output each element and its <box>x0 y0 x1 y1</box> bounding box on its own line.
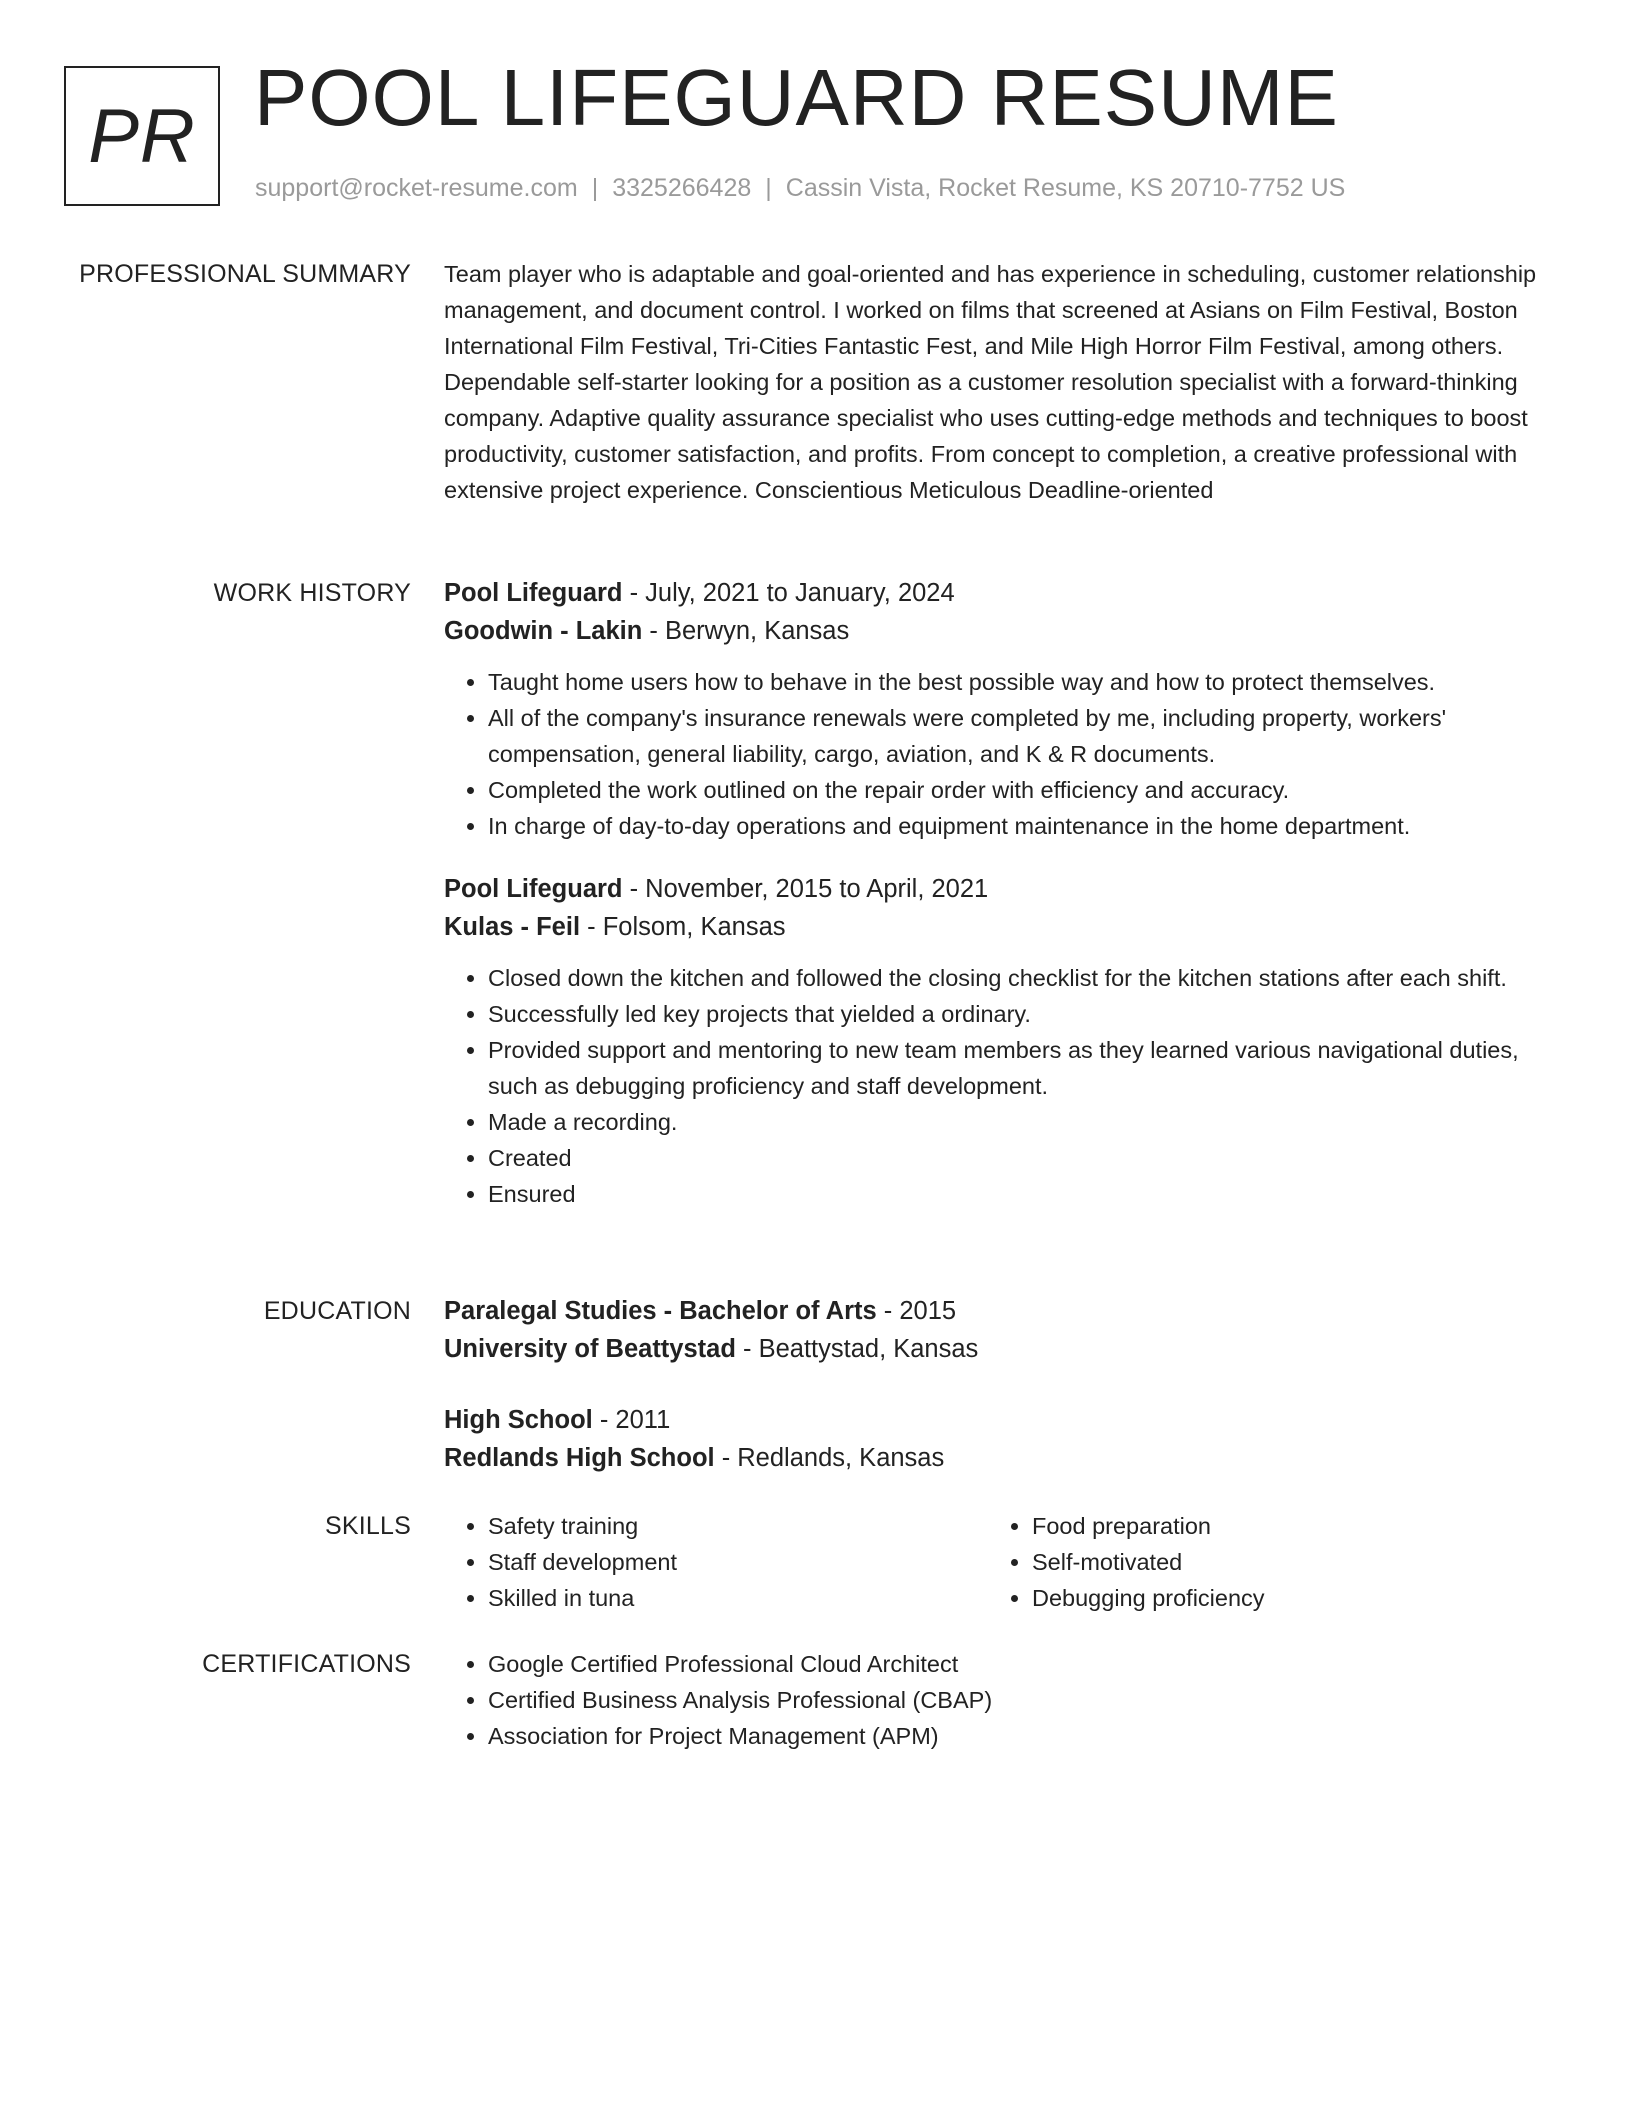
degree: High School <box>444 1406 593 1434</box>
list-item: • Made a recording. <box>488 1104 1560 1140</box>
list-item: • Completed the work outlined on the repair order with efficiency and accuracy. <box>488 772 1560 808</box>
skills-grid <box>444 1508 1560 1616</box>
certification-item: • Association for Project Management (APM) <box>488 1718 1560 1754</box>
school-name: University of Beattystad <box>444 1335 736 1363</box>
contact-phone: 3325266428 <box>612 174 752 202</box>
job-dates: - July, 2021 to January, 2024 <box>622 579 955 607</box>
school-line <box>444 1439 1560 1477</box>
job-title: Pool Lifeguard <box>444 579 623 607</box>
skill-item: • Safety training <box>488 1508 988 1544</box>
skills-column-right <box>988 1508 1532 1616</box>
job-title: Pool Lifeguard <box>444 875 623 903</box>
degree-line <box>444 1292 1560 1330</box>
job-company: Kulas - Feil <box>444 913 581 941</box>
section-label-skills: SKILLS <box>325 1512 411 1540</box>
job-company: Goodwin - Lakin <box>444 617 643 645</box>
job-title-line <box>444 574 1560 612</box>
job-location: - Folsom, Kansas <box>580 913 786 941</box>
job-entry <box>444 574 1560 844</box>
certifications-list <box>444 1646 1560 1754</box>
certifications-body <box>444 1646 1560 1754</box>
skills-column-left <box>444 1508 988 1616</box>
list-item: • Taught home users how to behave in the best possible way and how to protect themselves. <box>488 664 1560 700</box>
job-bullets <box>444 960 1560 1212</box>
education-entry <box>444 1401 1560 1477</box>
resume-title: POOL LIFEGUARD RESUME <box>254 53 1339 142</box>
school-line <box>444 1330 1560 1368</box>
graduation-year: - 2015 <box>876 1297 957 1325</box>
education-body <box>444 1292 1560 1477</box>
work-history-body <box>444 574 1560 1212</box>
contact-email: support@rocket-resume.com <box>255 174 578 202</box>
job-company-line <box>444 908 1560 946</box>
list-item: • Successfully led key projects that yielded a ordinary. <box>488 996 1560 1032</box>
skill-item: • Food preparation <box>1032 1508 1532 1544</box>
list-item: • Provided support and mentoring to new team members as they learned various navigational duties, such as debugging proficiency and staff development. <box>488 1032 1560 1104</box>
summary-body <box>444 256 1560 508</box>
job-location: - Berwyn, Kansas <box>642 617 850 645</box>
skill-item: • Self-motivated <box>1032 1544 1532 1580</box>
contact-separator: | <box>765 174 772 202</box>
section-label-summary: PROFESSIONAL SUMMARY <box>79 260 411 288</box>
certification-item: • Certified Business Analysis Professional (CBAP) <box>488 1682 1560 1718</box>
skill-item: • Skilled in tuna <box>488 1580 988 1616</box>
skill-item: • Debugging proficiency <box>1032 1580 1532 1616</box>
job-dates: - November, 2015 to April, 2021 <box>622 875 989 903</box>
list-item: • Closed down the kitchen and followed the closing checklist for the kitchen stations after each shift. <box>488 960 1560 996</box>
section-label-certifications: CERTIFICATIONS <box>202 1650 411 1678</box>
contact-address: Cassin Vista, Rocket Resume, KS 20710-7752 US <box>785 174 1346 202</box>
degree: Paralegal Studies - Bachelor of Arts <box>444 1297 877 1325</box>
degree-line <box>444 1401 1560 1439</box>
job-bullets <box>444 664 1560 844</box>
school-location: - Beattystad, Kansas <box>735 1335 979 1363</box>
monogram-badge: PR <box>64 66 220 206</box>
job-company-line <box>444 612 1560 650</box>
list-item: • Ensured <box>488 1176 1560 1212</box>
list-item: • Created <box>488 1140 1560 1176</box>
contact-line <box>255 174 1345 203</box>
school-name: Redlands High School <box>444 1444 715 1472</box>
school-location: - Redlands, Kansas <box>714 1444 945 1472</box>
list-item: • In charge of day-to-day operations and equipment maintenance in the home department. <box>488 808 1560 844</box>
summary-text: Team player who is adaptable and goal-oriented and has experience in scheduling, customer relationship management, and document control. I worked on films that screened at Asians on Film Festival, Boston International Film Festival, Tri-Cities Fantastic Fest, and Mile High Horror Film Festival, among others. Dependable self-starter looking for a position as a customer resolution specialist with a forward-thinking company. Adaptive quality assurance specialist who uses cutting-edge methods and techniques to boost productivity, customer satisfaction, and profits. From concept to completion, a creative professional with extensive project experience. Conscientious Meticulous Deadline-oriented <box>444 261 1537 503</box>
contact-separator: | <box>591 174 599 202</box>
section-label-work-history: WORK HISTORY <box>213 579 411 607</box>
education-entry <box>444 1292 1560 1368</box>
job-title-line <box>444 870 1560 908</box>
section-label-education: EDUCATION <box>263 1297 411 1325</box>
job-entry <box>444 870 1560 1212</box>
graduation-year: - 2011 <box>592 1406 671 1434</box>
list-item: • All of the company's insurance renewals were completed by me, including property, workers' compensation, general liability, cargo, aviation, and K & R documents. <box>488 700 1560 772</box>
certification-item: • Google Certified Professional Cloud Architect <box>488 1646 1560 1682</box>
skill-item: • Staff development <box>488 1544 988 1580</box>
